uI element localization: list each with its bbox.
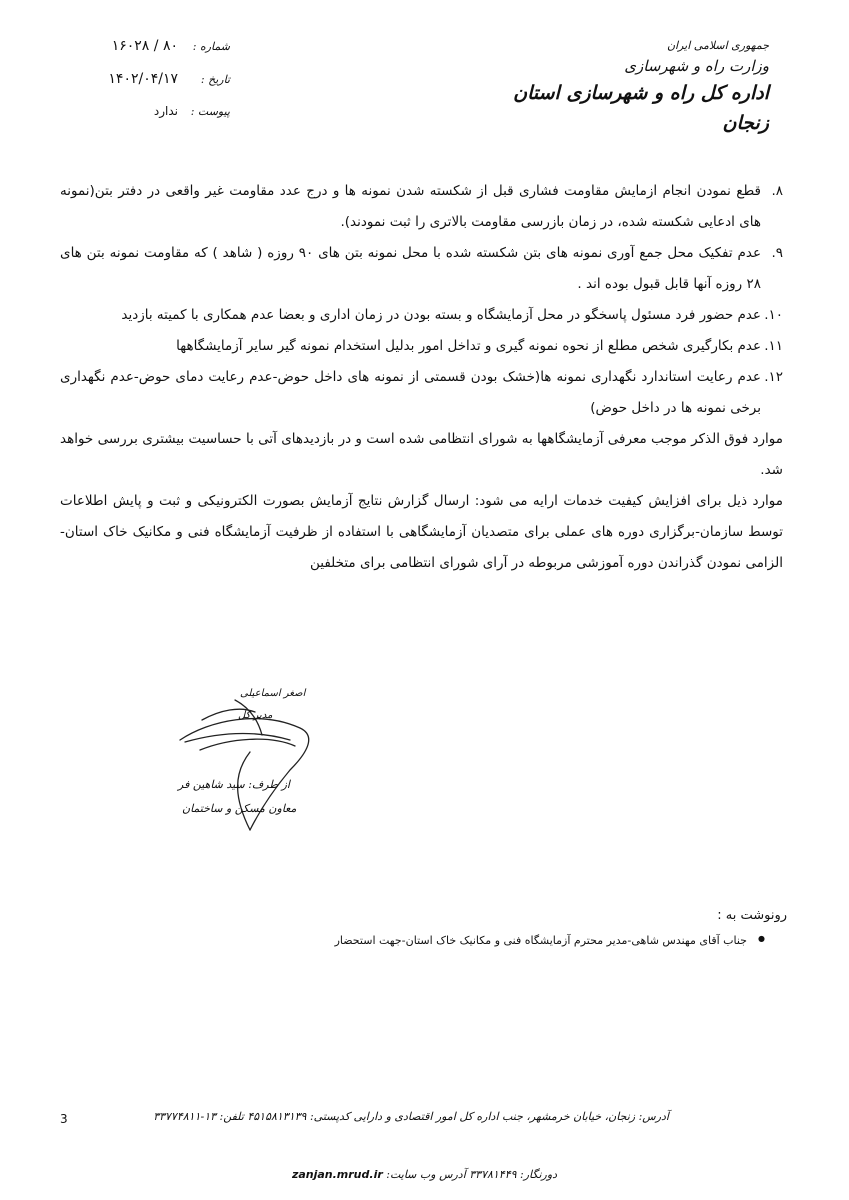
item-number: ۱۰. <box>764 307 783 323</box>
letter-meta <box>60 38 230 137</box>
list-item <box>60 176 783 238</box>
proxy-signatory: از طرف: سید شاهین فر <box>178 778 290 791</box>
item-text: عدم تفکیک محل جمع آوری نمونه های بتن شکسته شده با محل نمونه بتن های ۹۰ روزه ( شاهد ) که مقاومت نمونه بتن های ۲۸ روزه آنها قابل قبول بوده اند . <box>60 245 761 292</box>
date-row <box>60 71 230 104</box>
footer-web <box>0 1168 849 1181</box>
fax-and-web-label: دورنگار: ۳۳۷۸۱۴۴۹ آدرس وب سایت: <box>386 1168 558 1181</box>
list-item <box>60 300 783 331</box>
page-number: 3 <box>60 1112 68 1126</box>
summary-paragraph: موارد فوق الذکر موجب معرفی آزمایشگاهها به شورای انتظامی شده است و در بازدیدهای آتی با حساسیت بیشتری بررسی خواهد شد. <box>60 431 783 478</box>
list-item <box>60 331 783 362</box>
website-link[interactable]: zanjan.mrud.ir <box>291 1168 383 1181</box>
signature-scribble <box>140 680 340 840</box>
republic-line: جمهوری اسلامی ایران <box>666 39 769 52</box>
department-line: اداره کل راه و شهرسازی استان زنجان <box>513 82 769 134</box>
item-number: ۹. <box>771 245 783 261</box>
ministry-line: وزارت راه و شهرسازی <box>624 57 769 75</box>
cc-title: رونوشت به : <box>717 908 787 923</box>
cc-list <box>335 934 769 947</box>
cc-recipient: ● جناب آقای مهندس شاهی-مدیر محترم آزمایشگاه فنی و مکانیک خاک استان-جهت استحضار <box>335 934 769 947</box>
organization-header <box>469 38 769 138</box>
date-value: ۱۴۰۲/۰۴/۱۷ <box>108 71 178 87</box>
recommendations-paragraph: موارد ذیل برای افزایش کیفیت خدمات ارایه می شود: ارسال گزارش نتایج آزمایش بصورت الکترونیکی و ثبت و پایش اطلاعات توسط سازمان-برگزاری دوره های عملی برای متصدیان آزمایشگاهی با استفاده از ظرفیت آزمایشگاه فنی و مکانیک خاک استان-الزامی نمودن گذراندن دوره آموزشی مربوطه در آرای شورای انتظامی برای متخلفین <box>60 493 783 571</box>
signatory-name: اصغر اسماعیلی <box>240 688 306 699</box>
proxy-title: معاون مسکن و ساختمان <box>182 802 297 815</box>
date-label: تاریخ : <box>200 73 230 86</box>
item-text: قطع نمودن انجام ازمایش مقاومت فشاری قبل از شکسته شدن نمونه ها و درج عدد مقاومت غیر واقعی در دفتر بتن(نمونه های ادعایی شکسته شده، در زمان بازرسی مقاومت بالاتری را ثبت نمودند). <box>60 183 761 230</box>
attachment-value: ندارد <box>153 104 178 118</box>
number-value: ۸۰ / ۱۶۰۲۸ <box>111 38 178 54</box>
footer-address: آدرس: زنجان، خیابان خرمشهر، جنب اداره کل امور اقتصادی و دارایی کدپستی: ۴۵۱۵۸۱۳۱۳۹ تلفن: ۱۳-۳۳۷۷۴۸۱۱ <box>153 1110 669 1123</box>
number-label: شماره : <box>192 40 230 53</box>
item-text: عدم حضور فرد مسئول پاسخگو در محل آزمایشگاه و بسته بودن در زمان اداری و بعضا عدم همکاری با کمیته بازدید <box>121 307 761 323</box>
item-number: ۱۱. <box>764 338 783 354</box>
attachment-row <box>60 104 230 137</box>
number-row <box>60 38 230 71</box>
item-number: ۸. <box>771 183 783 199</box>
item-text: عدم بکارگیری شخص مطلع از نحوه نمونه گیری و تداخل امور بدلیل استخدام نمونه گیر سایر آزمایشگاهها <box>176 338 761 354</box>
item-number: ۱۲. <box>764 369 783 385</box>
item-text: عدم رعایت استاندارد نگهداری نمونه ها(خشک بودن قسمتی از نمونه های داخل حوض-عدم رعایت دمای حوض-عدم نگهداری برخی نمونه ها در داخل حوض) <box>60 369 761 416</box>
letter-body <box>60 176 783 579</box>
findings-list <box>60 176 783 424</box>
list-item <box>60 238 783 300</box>
signatory-title: مدیر کل <box>238 710 273 721</box>
attachment-label: پیوست : <box>190 105 230 118</box>
list-item <box>60 362 783 424</box>
